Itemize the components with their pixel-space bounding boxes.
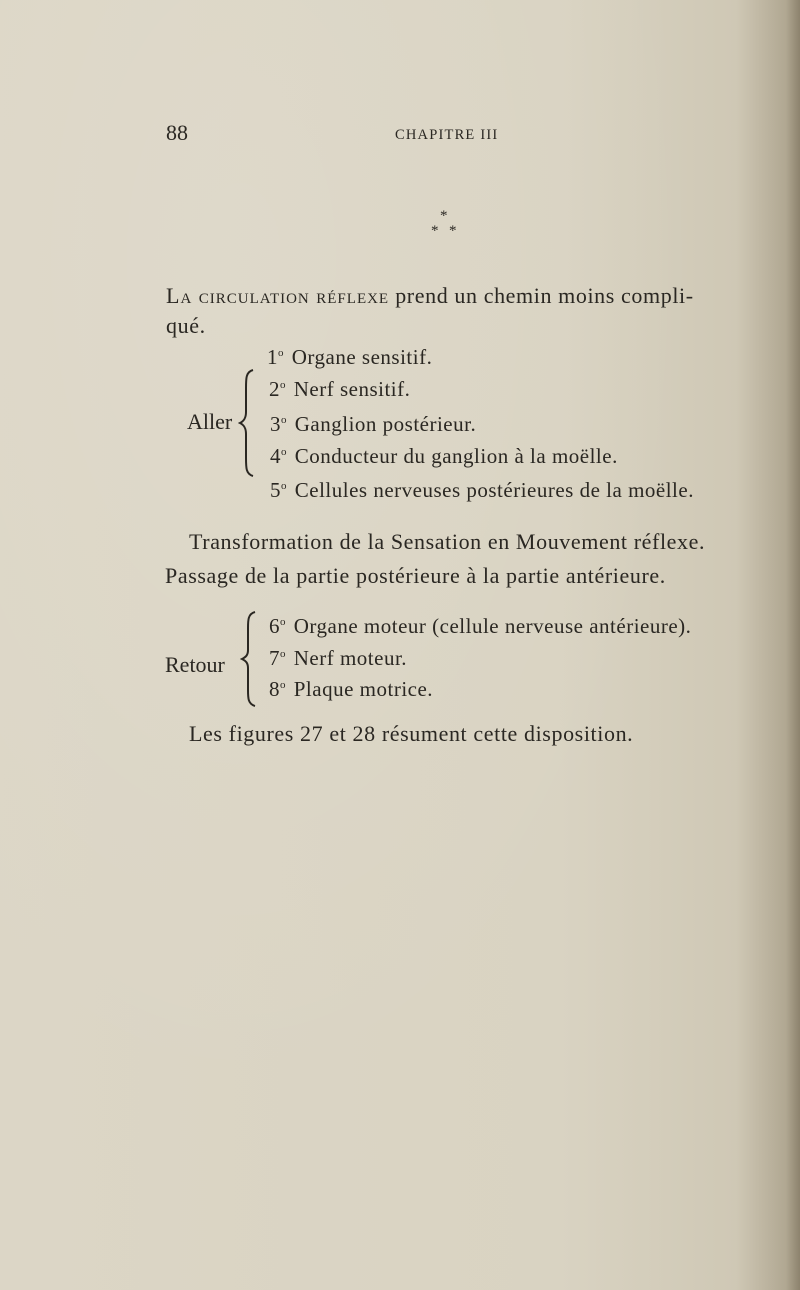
asterism-divider — [426, 208, 466, 244]
left-brace — [238, 368, 258, 478]
asterism-star: * — [440, 208, 448, 224]
closing-line: Les figures 27 et 28 résument cette disposition. — [189, 721, 634, 746]
retour-label: Retour — [165, 652, 225, 677]
paragraph-text: prend un chemin moins compli- — [389, 283, 694, 308]
paragraph-line: qué. — [166, 313, 206, 338]
list-item: 2$^o$ Nerf sensitif. — [269, 377, 411, 401]
list-item: 5$^o$ Cellules nerveuses postérieures de la moëlle. — [270, 478, 694, 502]
left-brace — [240, 610, 260, 708]
list-item: 8$^o$ Plaque motrice. — [269, 677, 434, 701]
list-item: 1$^o$ Organe sensitif. — [267, 345, 433, 369]
list-item: 7$^o$ Nerf moteur. — [269, 646, 408, 670]
smallcaps-lead: La circulation réflexe — [166, 283, 390, 308]
passage-line: Passage de la partie postérieure à la partie antérieure. — [165, 563, 666, 588]
transformation-line: Transformation de la Sensation en Mouvement réflexe. — [189, 529, 706, 554]
asterism-star: * — [449, 223, 457, 239]
list-item: 3$^o$ Ganglion postérieur. — [270, 412, 477, 436]
asterism-star: * — [431, 223, 439, 239]
list-item: 4$^o$ Conducteur du ganglion à la moëlle. — [270, 444, 618, 468]
paragraph-line — [166, 283, 694, 309]
aller-label: Aller — [187, 409, 233, 434]
page-number: 88 — [166, 120, 188, 145]
list-item: 6$^o$ Organe moteur (cellule nerveuse antérieure). — [269, 614, 692, 638]
page-edge-shadow — [786, 0, 800, 1290]
running-head: CHAPITRE III — [395, 127, 499, 143]
